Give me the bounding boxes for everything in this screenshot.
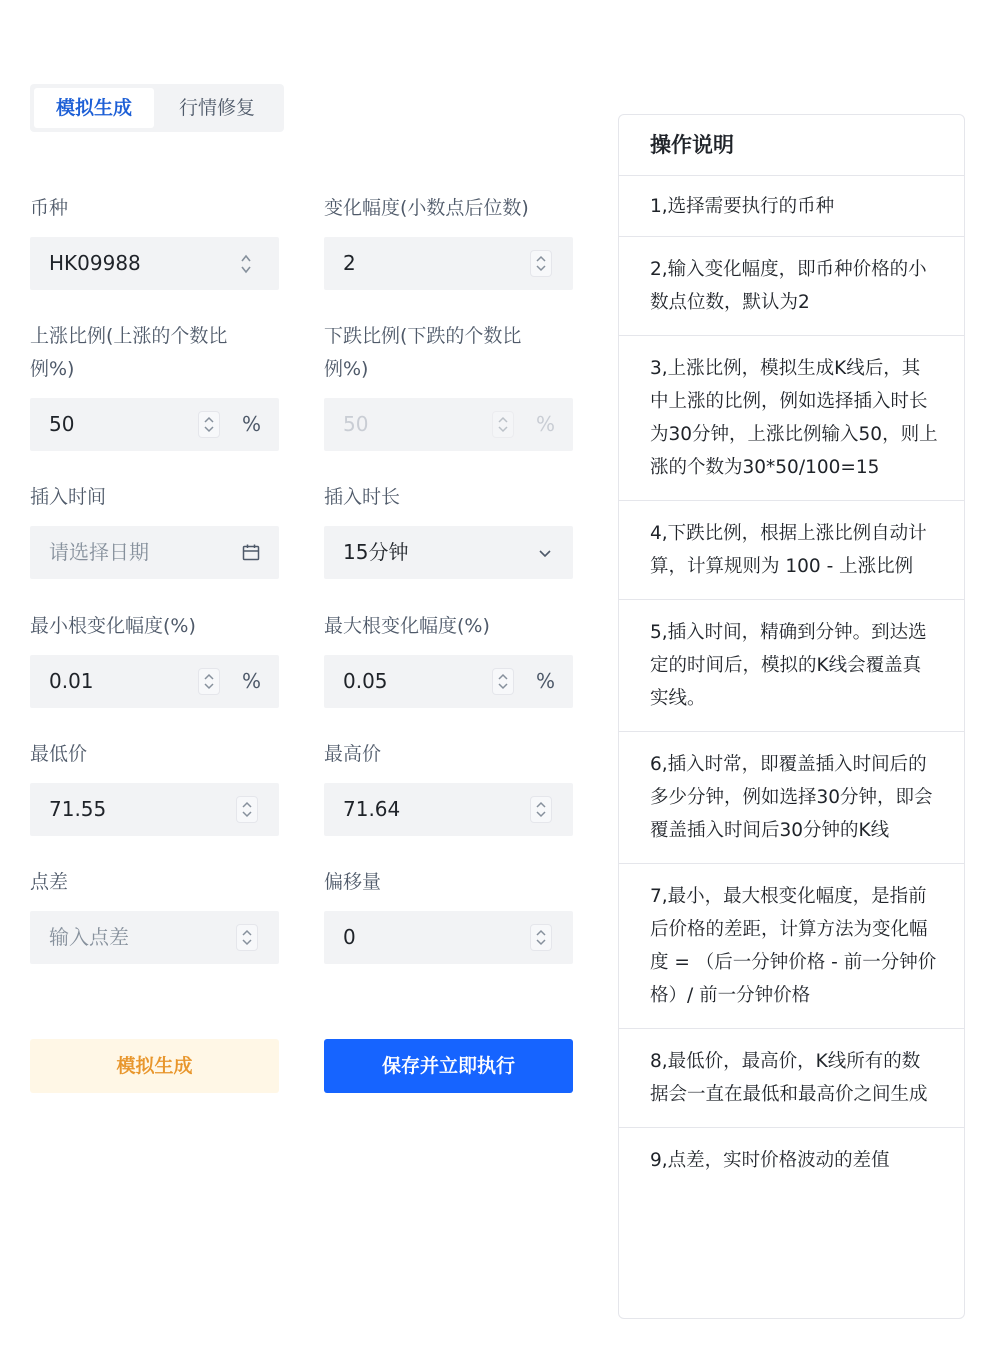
save-execute-button[interactable]: 保存并立即执行: [324, 1039, 573, 1093]
stepper-icon[interactable]: [236, 924, 258, 951]
tab-simulate[interactable]: 模拟生成: [34, 88, 154, 128]
min-change-value: 0.01: [49, 669, 94, 693]
percent-unit: %: [535, 669, 555, 693]
stepper-icon[interactable]: [198, 668, 220, 695]
stepper-icon[interactable]: [530, 924, 552, 951]
change-range-input[interactable]: [324, 237, 573, 290]
spread-label: 点差: [30, 871, 69, 893]
fall-ratio-label: 下跌比例(下跌的个数比例%): [324, 325, 522, 380]
simulate-button[interactable]: 模拟生成: [30, 1039, 279, 1093]
instruction-item: 9,点差，实时价格波动的差值: [650, 1150, 890, 1171]
offset-label: 偏移量: [324, 871, 382, 893]
max-change-label: 最大根变化幅度(%): [324, 615, 490, 637]
insert-time-label: 插入时间: [30, 486, 107, 508]
calendar-icon[interactable]: [241, 543, 261, 563]
spread-input[interactable]: [30, 911, 279, 964]
fall-ratio-input: [324, 398, 573, 451]
offset-input[interactable]: [324, 911, 573, 964]
stepper-icon[interactable]: [530, 250, 552, 277]
instructions-title: 操作说明: [619, 115, 964, 176]
min-change-input[interactable]: [30, 655, 279, 708]
stepper-icon[interactable]: [530, 796, 552, 823]
instruction-item: 2,输入变化幅度，即币种价格的小数点位数，默认为2: [619, 237, 964, 336]
spread-placeholder: 输入点差: [49, 925, 129, 949]
max-price-label: 最高价: [324, 743, 382, 765]
insert-time-picker[interactable]: [30, 526, 279, 579]
stepper-icon[interactable]: [492, 668, 514, 695]
offset-value: 0: [343, 925, 356, 949]
instruction-item: 4,下跌比例，根据上涨比例自动计算，计算规则为 100 - 上涨比例: [619, 501, 964, 600]
stepper-icon[interactable]: [198, 411, 220, 438]
currency-select[interactable]: [30, 237, 279, 290]
instruction-item: 7,最小，最大根变化幅度，是指前后价格的差距，计算方法为变化幅度 = （后一分钟价格 - 前一分钟价格）/ 前一分钟价格: [619, 864, 964, 1029]
rise-ratio-input[interactable]: [30, 398, 279, 451]
rise-ratio-value: 50: [49, 412, 75, 436]
max-change-value: 0.05: [343, 669, 388, 693]
max-price-input[interactable]: [324, 783, 573, 836]
instruction-item: 5,插入时间，精确到分钟。到达选定的时间后，模拟的K线会覆盖真实线。: [619, 600, 964, 732]
rise-ratio-label: 上涨比例(上涨的个数比例%): [30, 325, 228, 380]
up-down-arrows-icon: [239, 251, 259, 271]
max-price-value: 71.64: [343, 797, 401, 821]
fall-ratio-value: 50: [343, 412, 369, 436]
instruction-item: 3,上涨比例，模拟生成K线后，其中上涨的比例，例如选择插入时长为30分钟，上涨比例输入50，则上涨的个数为30*50/100=15: [619, 336, 964, 501]
mode-tabs: [30, 84, 284, 132]
instruction-item: 6,插入时常，即覆盖插入时间后的多少分钟，例如选择30分钟，即会覆盖插入时间后30分钟的K线: [619, 732, 964, 864]
tab-market-repair[interactable]: 行情修复: [178, 97, 255, 119]
currency-value: HK09988: [49, 251, 141, 275]
max-change-input[interactable]: [324, 655, 573, 708]
min-price-value: 71.55: [49, 797, 107, 821]
insert-time-placeholder: 请选择日期: [49, 540, 149, 564]
percent-unit: %: [241, 669, 261, 693]
min-change-label: 最小根变化幅度(%): [30, 615, 196, 637]
instruction-item: 1,选择需要执行的币种: [619, 176, 964, 237]
stepper-icon: [492, 411, 514, 438]
insert-duration-select[interactable]: [324, 526, 573, 579]
insert-duration-value: 15分钟: [343, 540, 409, 564]
chevron-down-icon: [535, 543, 555, 563]
instruction-item: 8,最低价，最高价，K线所有的数据会一直在最低和最高价之间生成: [619, 1029, 964, 1128]
min-price-label: 最低价: [30, 743, 88, 765]
percent-unit: %: [535, 412, 555, 436]
change-range-label: 变化幅度(小数点后位数): [324, 197, 529, 219]
min-price-input[interactable]: [30, 783, 279, 836]
insert-duration-label: 插入时长: [324, 486, 401, 508]
percent-unit: %: [241, 412, 261, 436]
stepper-icon[interactable]: [236, 796, 258, 823]
instructions-panel: [618, 114, 965, 1319]
change-range-value: 2: [343, 251, 356, 275]
currency-label: 币种: [30, 197, 69, 219]
